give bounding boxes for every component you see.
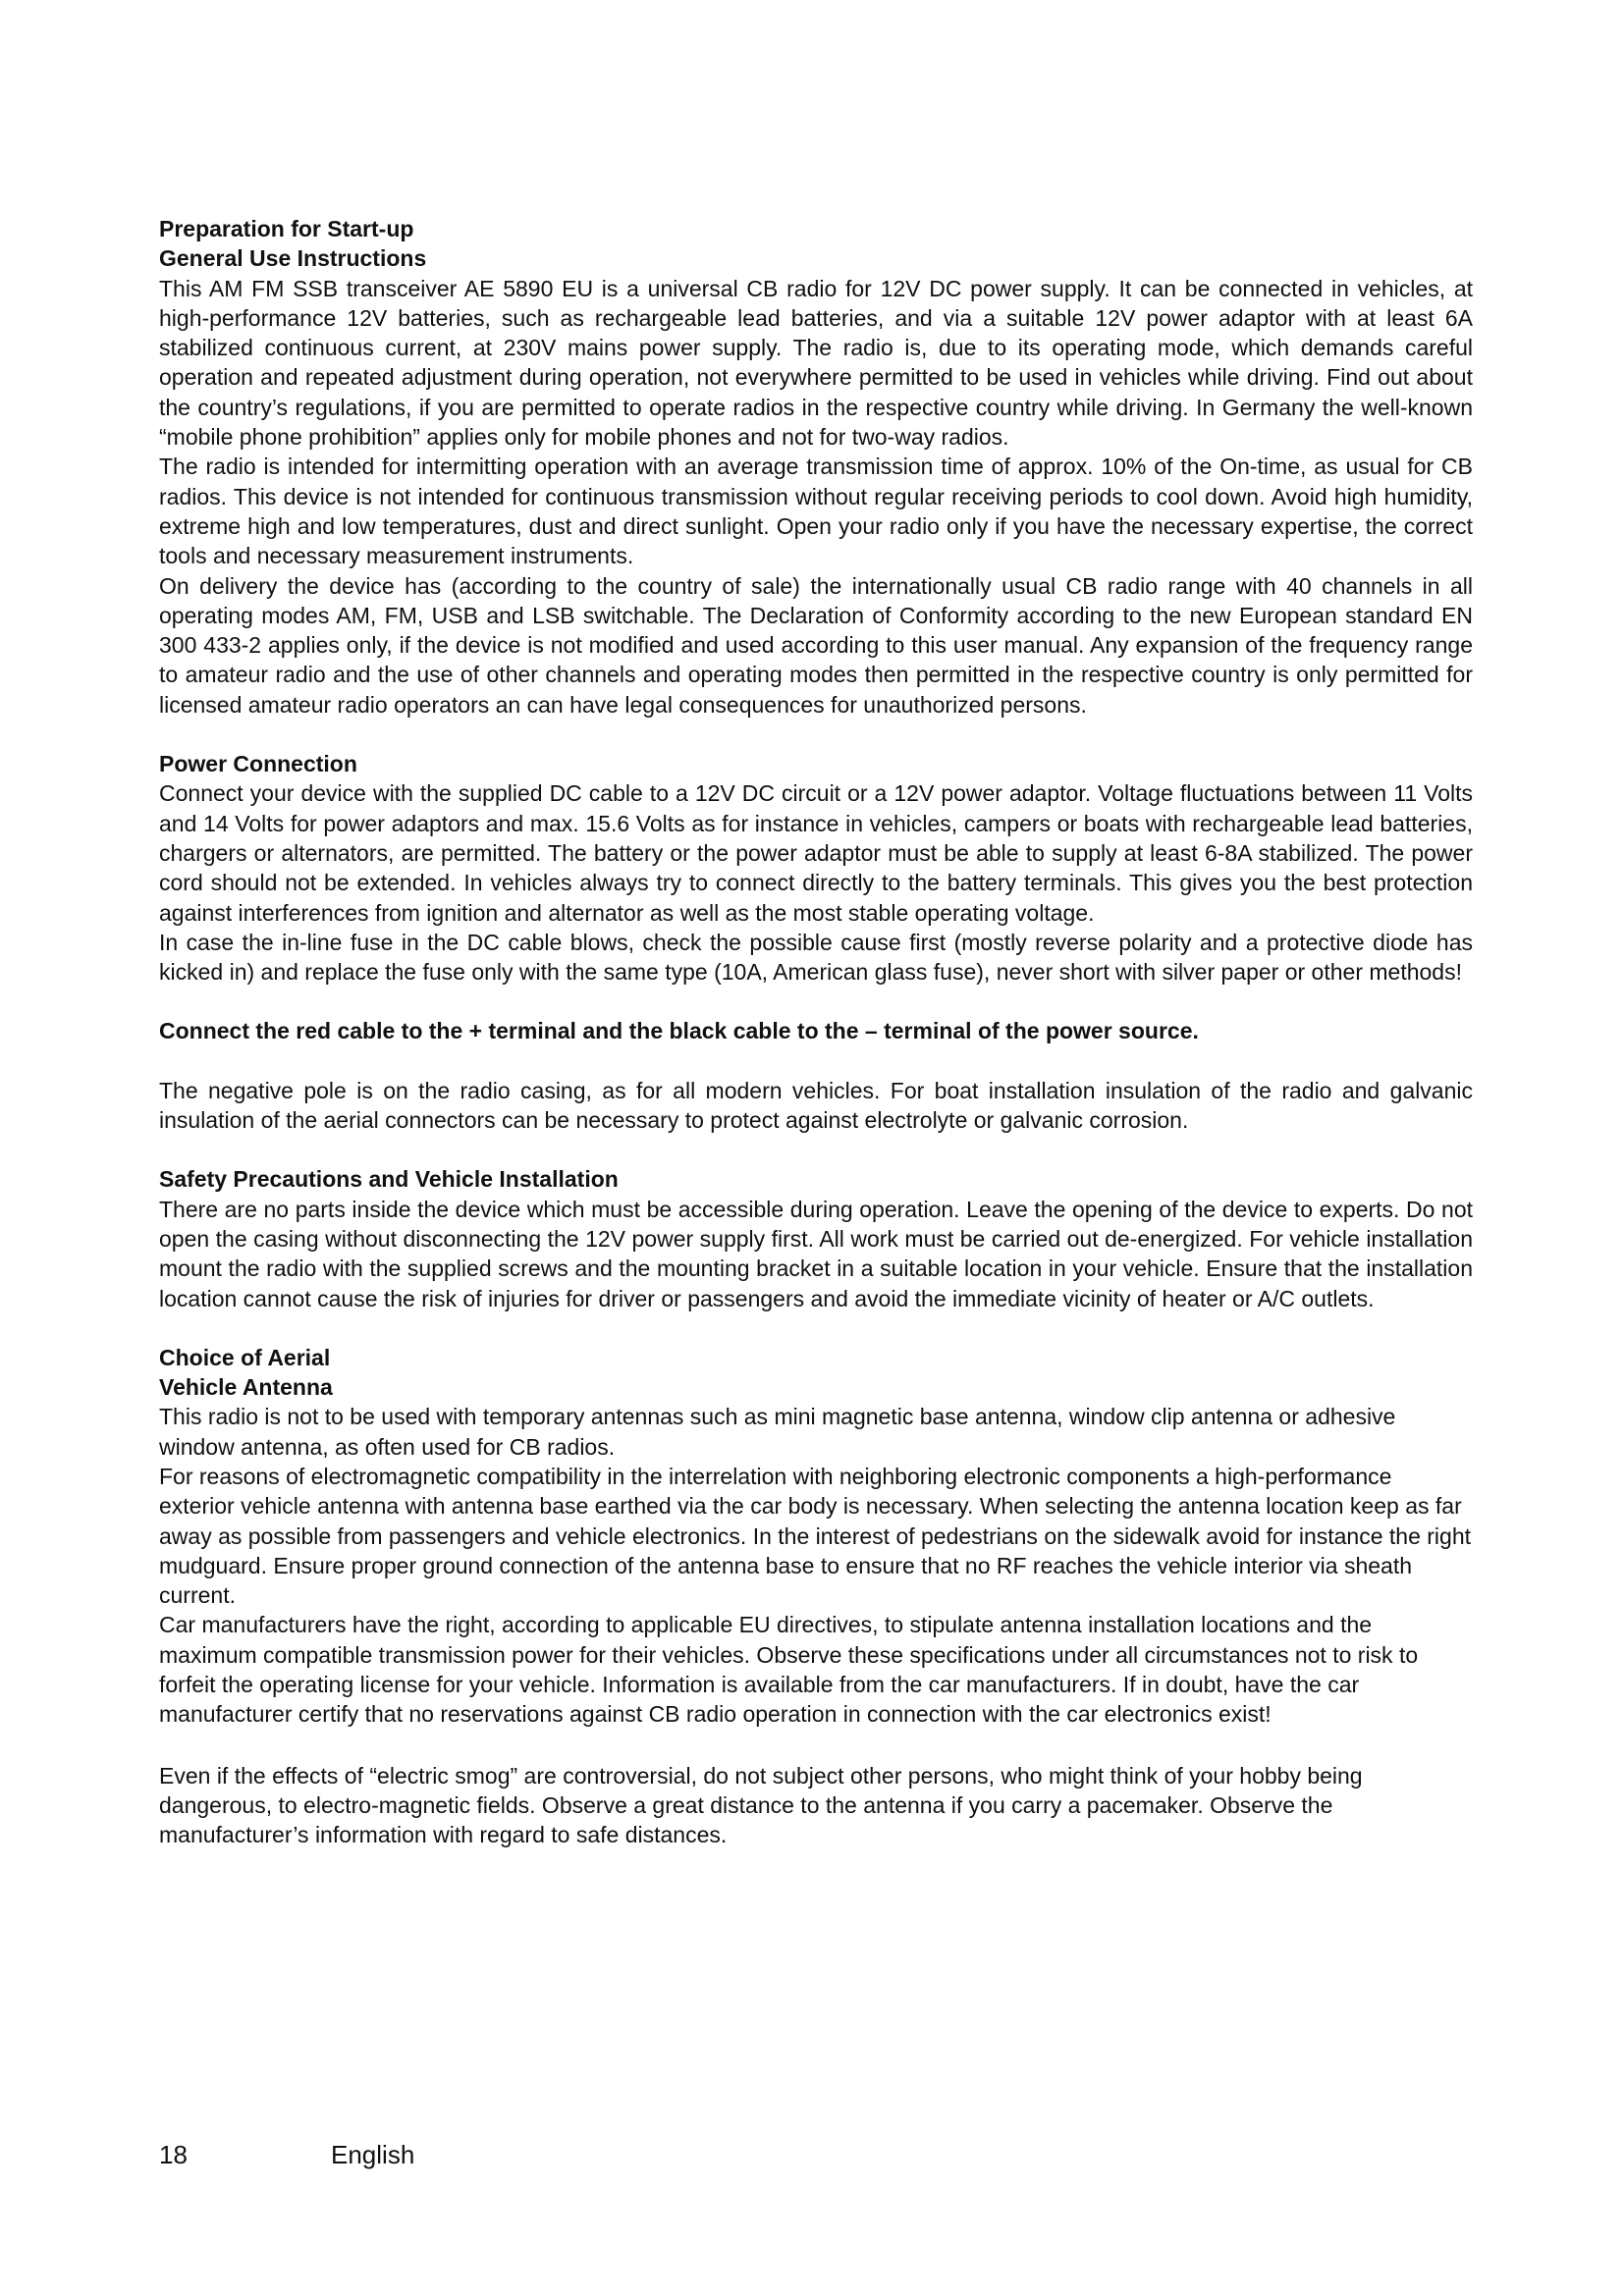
heading-safety-precautions: Safety Precautions and Vehicle Installation [159, 1166, 619, 1193]
section-spacer [159, 1313, 1473, 1343]
paragraph-safety-1: There are no parts inside the device which must be accessible during operation. Leave the opening of the device to experts. Do not open the casing without disconnecting the 12V power supply first. All work must be carried out de-energized. For vehicle installation mount the radio with the supplied screws and the mounting bracket in a suitable location in your vehicle. Ensure that the installation location cannot cause the risk of injuries for driver or passengers and avoid the immediate vicinity of heater or A/C outlets. [159, 1196, 1473, 1311]
paragraph-general-use-2: The radio is intended for intermitting operation with an average transmission time of approx. 10% of the On-time, as usual for CB radios. This device is not intended for continuous transmission without regular receiving periods to cool down. Avoid high humidity, extreme high and low temperatures, dust and direct sunlight. Open your radio only if you have the necessary expertise, the correct tools and necessary measurement instruments. [159, 454, 1473, 569]
heading-preparation-start-up: Preparation for Start-up [159, 216, 414, 241]
paragraph-aerial-3: Car manufacturers have the right, according to applicable EU directives, to stipulate antenna installation locations and the maximum compatible transmission power for their vehicles. Observe these specifications under all circumstances not to risk to forfeit the operating license for your vehicle. Information is available from the car manufacturers. If in doubt, have the car manufacturer certify that no reservations against CB radio operation in connection with the car electronics exist! [159, 1612, 1419, 1728]
heading-choice-of-aerial: Choice of Aerial [159, 1344, 331, 1370]
paragraph-general-use-3: On delivery the device has (according to the country of sale) the internationally usual CB radio range with 40 channels in all operating modes AM, FM, USB and LSB switchable. The Declaration of Conformity according to the new European standard EN 300 433-2 applies only, if the device is not modified and used according to this user manual. Any expansion of the frequency range to amateur radio and the use of other channels and operating modes then permitted in the respective country is only permitted for licensed amateur radio operators an can have legal consequences for unauthorized persons. [159, 572, 1473, 718]
section-spacer [159, 987, 1473, 1016]
paragraph-aerial-4: Even if the effects of “electric smog” are controversial, do not subject other persons, who might think of your hobby being dangerous, to electro-magnetic fields. Observe a great distance to the antenna if you carry a pacemaker. Observe the manufacturer’s information with regard to safe distances. [159, 1762, 1363, 1848]
document-body [159, 214, 1473, 1850]
paragraph-general-use-1: This AM FM SSB transceiver AE 5890 EU is a universal CB radio for 12V DC power supply. It can be connected in vehicles, at high-performance 12V batteries, such as rechargeable lead batteries, and via a suitable 12V power adaptor with at least 6A stabilized continuous current, at 230V mains power supply. The radio is, due to its operating mode, which demands careful operation and repeated adjustment during operation, not everywhere permitted to be used in vehicles while driving. Find out about the country’s regulations, if you are permitted to operate radios in the respective country while driving. In Germany the well-known “mobile phone prohibition” applies only for mobile phones and not for two-way radios. [159, 275, 1473, 451]
section-spacer [159, 1730, 1473, 1761]
paragraph-aerial-2: For reasons of electromagnetic compatibility in the interrelation with neighboring electronic components a high-performance exterior vehicle antenna with antenna base earthed via the car body is necessary. When selecting the antenna location keep as far away as possible from passengers and vehicle electronics. In the interest of pedestrians on the sidewalk avoid for instance the right mudguard. Ensure proper ground connection of the antenna base to ensure that no RF reaches the vehicle interior via sheath current. [159, 1463, 1472, 1609]
section-spacer [159, 1046, 1473, 1076]
heading-vehicle-antenna: Vehicle Antenna [159, 1374, 333, 1401]
paragraph-power-1: Connect your device with the supplied DC cable to a 12V DC circuit or a 12V power adaptor. Voltage fluctuations between 11 Volts and 14 Volts for power adaptors and max. 15.6 Volts as for instance in vehicles, campers or boats with rechargeable lead batteries, chargers or alternators, are permitted. The battery or the power adaptor must be able to supply at least 6-8A stabilized. The power cord should not be extended. In vehicles always try to connect directly to the battery terminals. This gives you the best protection against interferences from ignition and alternator as well as the most stable operating voltage. [159, 780, 1473, 926]
paragraph-aerial-1: This radio is not to be used with temporary antennas such as mini magnetic base antenna, window clip antenna or adhesive window antenna, as often used for CB radios. [159, 1404, 1396, 1460]
heading-power-connection: Power Connection [159, 751, 357, 777]
heading-general-use-instructions: General Use Instructions [159, 245, 427, 272]
section-spacer [159, 1135, 1473, 1164]
section-spacer [159, 720, 1473, 749]
page-number: 18 [159, 2140, 188, 2169]
power-polarity-warning: Connect the red cable to the + terminal and the black cable to the – terminal of the power source. [159, 1018, 1199, 1044]
footer-language: English [331, 2140, 415, 2169]
paragraph-power-3: The negative pole is on the radio casing, as for all modern vehicles. For boat installation insulation of the radio and galvanic insulation of the aerial connectors can be necessary to protect against electrolyte or galvanic corrosion. [159, 1077, 1473, 1134]
paragraph-power-2: In case the in-line fuse in the DC cable blows, check the possible cause first (mostly reverse polarity and a protective diode has kicked in) and replace the fuse only with the same type (10A, American glass fuse), never short with silver paper or other methods! [159, 929, 1473, 986]
